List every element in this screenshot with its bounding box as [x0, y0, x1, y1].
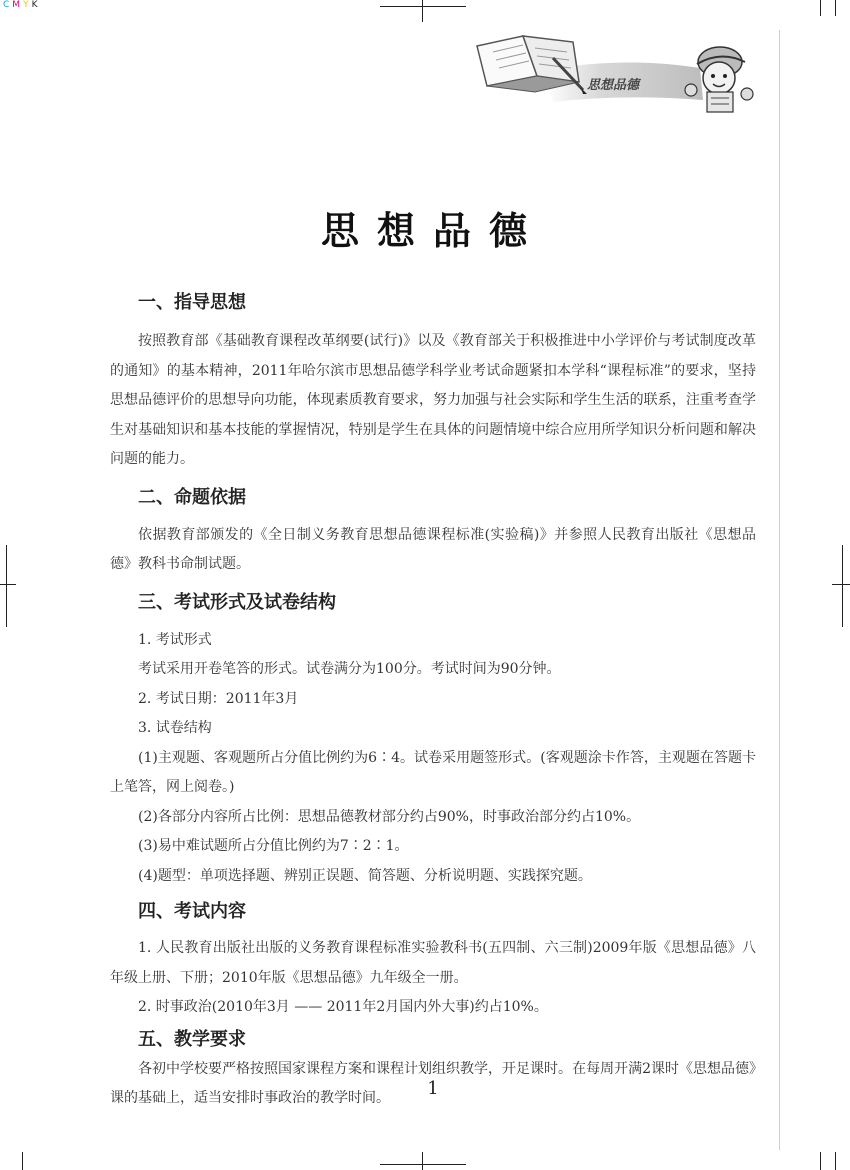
section-paragraph: 各初中学校要严格按照国家课程方案和课程计划组织教学，开足课时。在每周开满2课时《思想品德》课的基础上，适当安排时事政治的教学时间。 — [110, 1060, 756, 1106]
list-item: 3. 试卷结构 — [138, 720, 212, 736]
cmyk-c: C — [3, 0, 13, 10]
list-item: (3)易中难试题所占分值比例约为7∶2∶1。 — [138, 838, 409, 854]
section-heading: 四、考试内容 — [138, 901, 246, 922]
page-title: 思想品德 — [320, 209, 545, 253]
subject-header-badge — [475, 28, 760, 113]
page-number: 1 — [427, 1078, 439, 1099]
section-heading: 五、教学要求 — [138, 1028, 246, 1050]
list-item: (4)题型：单项选择题、辨别正误题、简答题、分析说明题、实践探究题。 — [138, 867, 592, 884]
list-item: (2)各部分内容所占比例：思想品德教材部分约占90%，时事政治部分约占10%。 — [138, 808, 641, 825]
section-paragraph: 按照教育部《基础教育课程改革纲要(试行)》以及《教育部关于积极推进中小学评价与考试制度改革的通知》的基本精神，2011年哈尔滨市思想品德学科学业考试命题紧扣本学科“课程标准”的要求，坚持思想品德评价的思想导向功能，体现素质教育要求，努力加强与社会实际和学生生活的联系，注重考查学生对基础知识和基本技能的掌握情况，特别是学生在具体的问题情境中综合应用所学知识分析问题和解决问题的能力。 — [110, 333, 756, 467]
right-margin-rule — [779, 30, 780, 1150]
crop-mark-br-2 — [835, 1152, 836, 1170]
list-item: 2. 考试日期：2011年3月 — [138, 690, 299, 707]
crop-mark-tr-1 — [820, 0, 821, 16]
crop-mark-top-h — [380, 6, 466, 7]
section-paragraph: 依据教育部颁发的《全日制义务教育思想品德课程标准(实验稿)》并参照人民教育出版社《思想品德》教科书命制试题。 — [110, 526, 756, 572]
crop-mark-br-1 — [820, 1152, 821, 1170]
cmyk-y: Y — [23, 0, 32, 10]
list-item: 1. 人民教育出版社出版的义务教育课程标准实验教科书(五四制、六三制)2009年版《思想品德》八年级上册、下册；2010年版《思想品德》九年级全一册。 — [110, 940, 756, 986]
section-heading: 三、考试形式及试卷结构 — [138, 591, 336, 613]
crop-mark-top-v — [422, 0, 423, 22]
crop-mark-bottom-v — [422, 1152, 423, 1170]
list-item: (1)主观题、客观题所占分值比例约为6∶4。试卷采用题签形式。(客观题涂卡作答，主观题在答题卡上笔答，网上阅卷。) — [110, 749, 756, 795]
crop-mark-right-v — [842, 545, 843, 627]
crop-mark-right-h — [832, 584, 850, 585]
cmyk-k: K — [31, 0, 41, 10]
badge-label: 思想品德 — [587, 78, 640, 93]
list-item: 2. 时事政治(2010年3月 —— 2011年2月国内外大事)约占10%。 — [138, 999, 548, 1015]
section-exam-format — [110, 590, 756, 892]
crop-mark-bl — [22, 1152, 23, 1170]
section-basis — [110, 485, 756, 580]
book-illustration-icon — [475, 28, 760, 113]
section-heading: 二、命题依据 — [138, 486, 246, 508]
document-body — [110, 290, 756, 1114]
crop-mark-tr-2 — [835, 0, 836, 16]
crop-mark-left-h — [0, 584, 16, 585]
section-exam-content — [110, 899, 756, 1023]
section-teaching-requirements — [110, 1027, 756, 1114]
cmyk-color-strip — [3, 0, 40, 10]
list-item: 考试采用开卷笔答的形式。试卷满分为100分。考试时间为90分钟。 — [138, 661, 561, 677]
crop-mark-bottom-h — [380, 1164, 466, 1165]
section-guiding-thought — [110, 290, 756, 475]
section-heading: 一、指导思想 — [138, 292, 246, 313]
crop-mark-left-v — [6, 545, 7, 627]
list-item: 1. 考试形式 — [138, 631, 212, 648]
cmyk-m: M — [12, 0, 24, 10]
